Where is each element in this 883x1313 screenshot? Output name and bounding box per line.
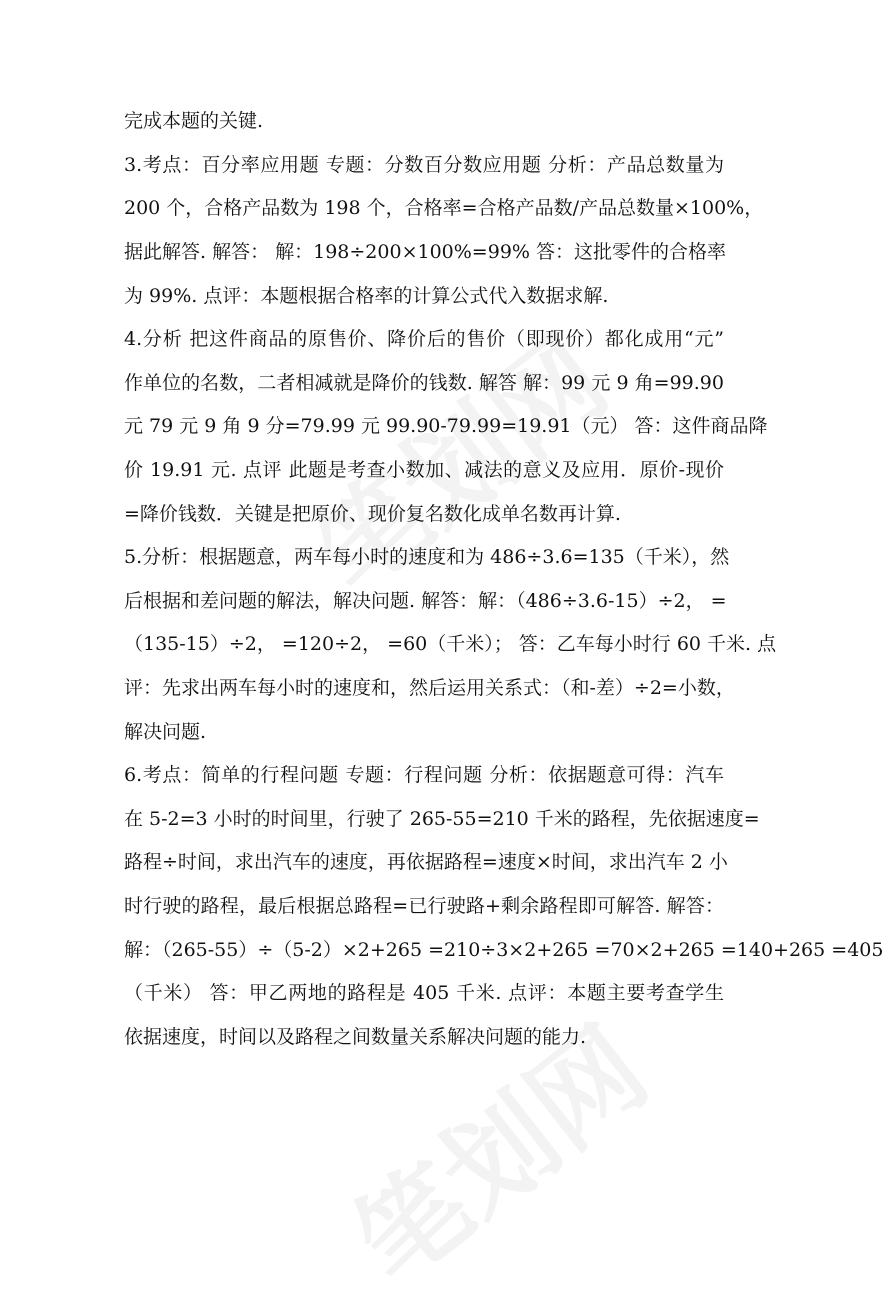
text-line: 元 79 元 9 角 9 分=79.99 元 99.90-79.99=19.91（元） 答：这件商品降: [124, 415, 768, 437]
text-line: （千米） 答：甲乙两地的路程是 405 千米. 点评：本题主要考查学生: [124, 982, 724, 1004]
text-line: 3.考点：百分率应用题 专题：分数百分数应用题 分析：产品总数量为: [124, 154, 724, 176]
text-line: 据此解答. 解答： 解：198÷200×100%=99% 答：这批零件的合格率: [124, 241, 726, 263]
text-line: （135-15）÷2， =120÷2， =60（千米）； 答：乙车每小时行 60 千米. 点: [124, 633, 777, 655]
text-line: 后根据和差问题的解法，解决问题. 解答：解：（486÷3.6-15）÷2， =: [124, 590, 727, 612]
text-line: 完成本题的关键.: [124, 110, 264, 132]
text-line: 路程÷时间，求出汽车的速度，再依据路程=速度×时间，求出汽车 2 小: [124, 851, 728, 873]
text-line: 作单位的名数，二者相减就是降价的钱数. 解答 解：99 元 9 角=99.90: [124, 372, 724, 394]
text-line: 解：（265-55）÷（5-2）×2+265 =210÷3×2+265 =70×2+265 =140+265 =405: [124, 939, 883, 961]
text-line: 依据速度，时间以及路程之间数量关系解决问题的能力.: [124, 1026, 587, 1048]
text-line: 6.考点：简单的行程问题 专题：行程问题 分析：依据题意可得：汽车: [124, 764, 724, 786]
text-line: 价 19.91 元. 点评 此题是考查小数加、减法的意义及应用．原价-现价: [124, 459, 724, 481]
text-line: 时行驶的路程，最后根据总路程=已行驶路+剩余路程即可解答. 解答：: [124, 895, 724, 917]
text-line: 4.分析 把这件商品的原售价、降价后的售价（即现价）都化成用“元”: [124, 328, 724, 350]
text-line: 评：先求出两车每小时的速度和，然后运用关系式：（和-差）÷2=小数，: [124, 677, 735, 699]
text-line: 在 5-2=3 小时的时间里，行驶了 265-55=210 千米的路程，先依据速度=: [124, 808, 760, 830]
text-line: 200 个，合格产品数为 198 个，合格率=合格产品数/产品总数量×100%，: [124, 197, 764, 219]
text-line: 解决问题.: [124, 721, 207, 743]
text-line: 为 99%. 点评：本题根据合格率的计算公式代入数据求解.: [124, 285, 609, 307]
text-line: 5.分析：根据题意，两车每小时的速度和为 486÷3.6=135（千米），然: [124, 546, 730, 568]
text-line: =降价钱数．关键是把原价、现价复名数化成单名数再计算.: [124, 503, 621, 525]
